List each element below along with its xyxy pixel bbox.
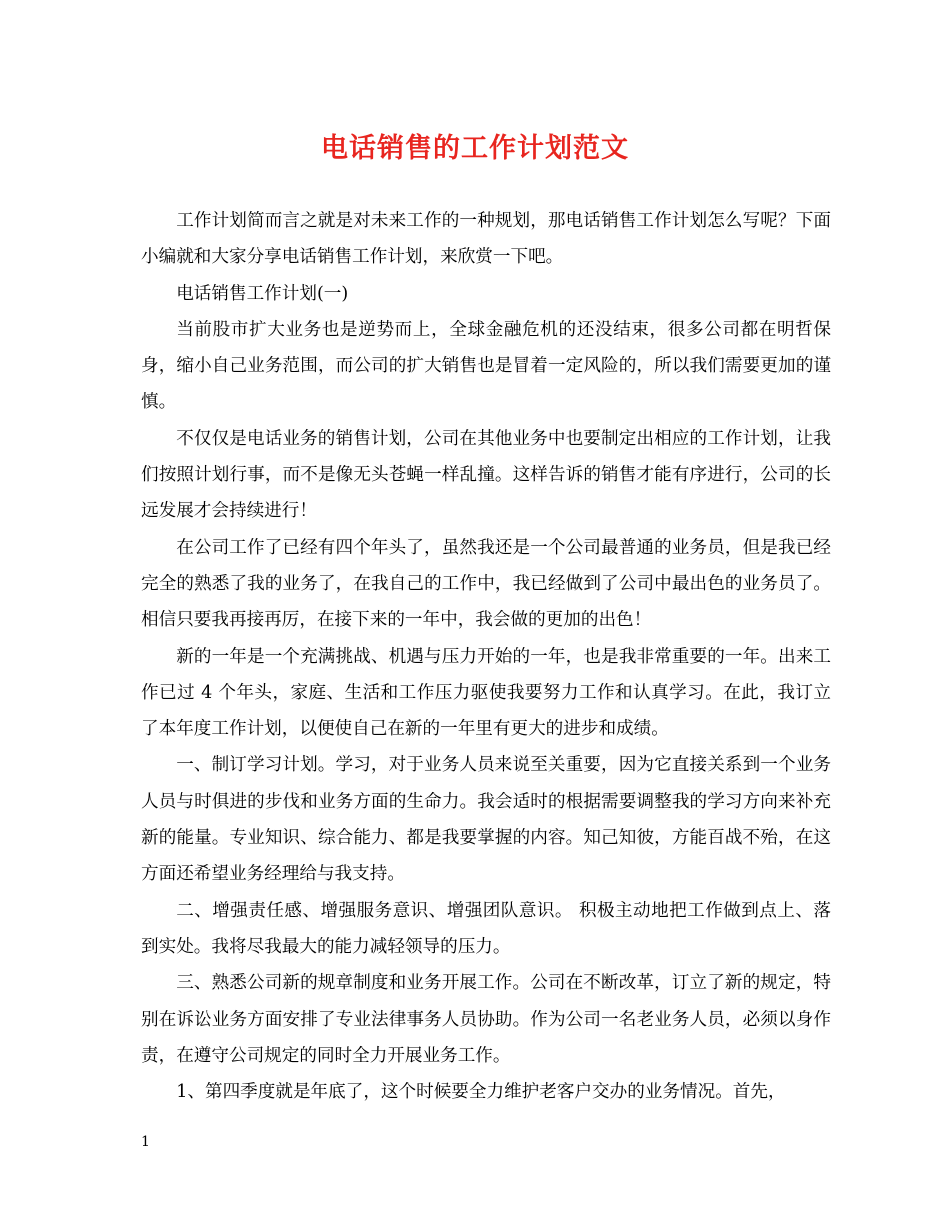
document-body: [141, 203, 831, 1110]
paragraph-intro: 工作计划简而言之就是对未来工作的一种规划，那电话销售工作计划怎么写呢？下面小编就和大家分享电话销售工作计划，来欣赏一下吧。: [141, 211, 831, 268]
page-number: 1: [141, 1134, 150, 1150]
paragraph: 新的一年是一个充满挑战、机遇与压力开始的一年，也是我非常重要的一年。出来工作已过 4 个年头，家庭、生活和工作压力驱使我要努力工作和认真学习。在此，我订立了本年度工作计划，以便使自己在新的一年里有更大的进步和成绩。: [141, 646, 831, 740]
section-heading-plan-one: 电话销售工作计划(一): [176, 283, 349, 304]
document-title: 电话销售的工作计划范文: [321, 133, 629, 164]
paragraph-item-one: 一、制订学习计划。学习，对于业务人员来说至关重要，因为它直接关系到一个业务人员与时俱进的步伐和业务方面的生命力。我会适时的根据需要调整我的学习方向来补充新的能量。专业知识、综合能力、都是我要掌握的内容。知己知彼，方能百战不殆，在这方面还希望业务经理给与我支持。: [141, 755, 831, 885]
paragraph-item-three: 三、熟悉公司新的规章制度和业务开展工作。公司在不断改革，订立了新的规定，特别在诉讼业务方面安排了专业法律事务人员协助。作为公司一名老业务人员，必须以身作责，在遵守公司规定的同时全力开展业务工作。: [141, 973, 831, 1066]
paragraph: 不仅仅是电话业务的销售计划，公司在其他业务中也要制定出相应的工作计划，让我们按照计划行事，而不是像无头苍蝇一样乱撞。这样告诉的销售才能有序进行，公司的长远发展才会持续进行！: [141, 428, 831, 522]
paragraph-item-two: 二、增强责任感、增强服务意识、增强团队意识。 积极主动地把工作做到点上、落到实处。我将尽我最大的能力减轻领导的压力。: [141, 900, 831, 957]
paragraph: 当前股市扩大业务也是逆势而上，全球金融危机的还没结束，很多公司都在明哲保身，缩小自己业务范围，而公司的扩大销售也是冒着一定风险的，所以我们需要更加的谨慎。: [141, 319, 831, 413]
paragraph: 在公司工作了已经有四个年头了，虽然我还是一个公司最普通的业务员，但是我已经完全的熟悉了我的业务了，在我自己的工作中，我已经做到了公司中最出色的业务员了。相信只要我再接再厉，在接下来的一年中，我会做的更加的出色！: [141, 537, 831, 631]
paragraph-subitem-one: 1、第四季度就是年底了，这个时候要全力维护老客户交办的业务情况。首先，: [176, 1082, 786, 1103]
